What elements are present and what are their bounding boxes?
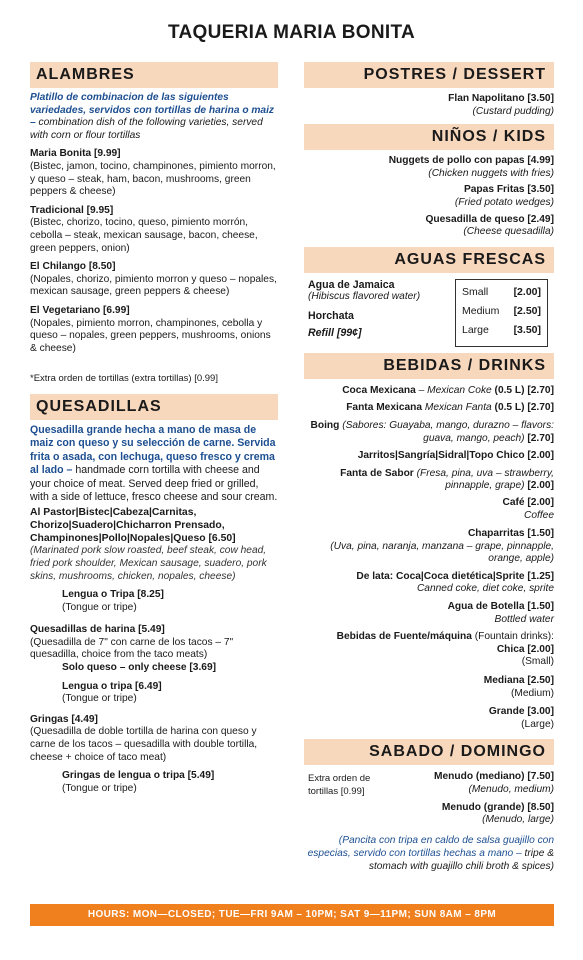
size-price: [2.50] (513, 304, 541, 317)
ninos-header: NIÑOS / KIDS (304, 124, 554, 150)
kids-item-desc: (Chicken nuggets with fries) (428, 167, 554, 179)
hours-banner: HOURS: MON—CLOSED; TUE—FRI 9AM – 10PM; SAT 9—11PM; SUN 8AM – 8PM (30, 904, 554, 926)
drink-chica-desc: (Small) (521, 656, 554, 668)
alambre-item-name: El Vegetariano [6.99] (30, 304, 130, 316)
menudo-grande-item: Menudo (grande) [8.50] (441, 801, 554, 813)
drink-cafe: Café [2.00] (502, 496, 554, 508)
drink-delata: De lata: Coca|Coca dietética|Sprite [1.25] (356, 570, 554, 582)
quesadillas-intro-en: handmade corn tortilla with cheese and your choice of meat. Served deep fried or grilled, with a side of lettuce, fresco cheese and sour cream. (30, 464, 278, 503)
size-price: [3.50] (513, 323, 541, 336)
size-price: [2.00] (513, 285, 541, 298)
kids-item-desc: (Fried potato wedges) (454, 196, 554, 208)
drink-delata-desc: Canned coke, diet coke, sprite (416, 583, 554, 595)
alambre-item (30, 261, 278, 299)
kids-item-name: Nuggets de pollo con papas [4.99] (388, 155, 554, 167)
jamaica-item: Agua de Jamaica (308, 278, 395, 291)
sabado-extra-tortillas: Extra orden de tortillas [0.99] (308, 773, 371, 797)
alambre-item (30, 205, 278, 255)
sabado-section (304, 771, 554, 833)
aguas-section (304, 279, 554, 349)
menudo-mediano-item: Menudo (mediano) [7.50] (434, 771, 554, 783)
alambres-intro-es: Platillo de combinacion de las siguientes variedades, servidos con tortillas de harina o maiz – (30, 92, 275, 129)
pancita-desc: (Pancita con tripa en caldo de salsa guajillo con especias, servido con tortillas hechas a mano – tripe & stomach with guajillo chili broth & spices) (307, 835, 554, 872)
right-column (304, 62, 554, 873)
drink-fuente: Bebidas de Fuente/máquina (Fountain drinks): (336, 631, 554, 643)
drink-jarritos: Jarritos|Sangría|Sidral|Topo Chico [2.00] (357, 450, 554, 462)
gringas-desc: (Quesadilla de doble tortilla de harina con queso y carne de los tacos – quesadilla with double tortilla, cheese + choice of taco meat) (30, 726, 258, 763)
alambre-item-desc: (Nopales, chorizo, pimiento morron y queso – nopales, mexican sausage, green peppers & cheese) (30, 273, 277, 298)
drink-chaparritas: Chaparritas [1.50] (467, 528, 554, 540)
alambre-item-desc: (Nopales, pimiento morron, champinones, cebolla y queso – nopales, green peppers, mushrooms, onions & cheese) (30, 317, 271, 354)
postres-header: POSTRES / DESSERT (304, 62, 554, 88)
drink-boing: Boing (Sabores: Guayaba, mango, durazno – flavors: guava, mango, peach) [2.70] (310, 419, 554, 444)
gringas-lengua-item: Gringas de lengua o tripa [5.49] (62, 770, 215, 782)
drinks-list (304, 385, 554, 732)
harina-item: Quesadillas de harina [5.49] (30, 624, 165, 636)
refill-item: Refill [99¢] (308, 326, 362, 339)
drink-grande-desc: (Large) (521, 718, 554, 730)
alambres-intro-en: combination dish of the following varieties, served with corn or flour tortillas (30, 117, 263, 141)
size-row (462, 283, 541, 302)
alambres-header: ALAMBRES (30, 62, 278, 88)
drink-botella-desc: Bottled water (494, 613, 554, 625)
size-row (462, 321, 541, 340)
gringas-lengua-desc: (Tongue or tripe) (62, 782, 137, 794)
alambre-item (30, 305, 278, 355)
flan-desc: (Custard pudding) (472, 105, 554, 117)
quesadillas-header: QUESADILLAS (30, 394, 278, 420)
flan-item: Flan Napolitano [3.50] (448, 93, 554, 104)
size-label: Large (462, 323, 489, 336)
alambre-item-desc: (Bistec, chorizo, tocino, queso, pimiento morrón, cebolla – steak, mexican sausage, bacon, cheese, green peppers, onion) (30, 217, 258, 254)
extra-tortillas-note: *Extra orden de tortillas (extra tortillas) [0.99] (30, 373, 218, 385)
drink-fanta-sabor: Fanta de Sabor (Fresa, pina, uva – strawberry, pinnapple, grape) [2.00] (340, 467, 554, 492)
alambres-intro (30, 92, 278, 142)
alambre-item-name: Tradicional [9.95] (30, 204, 114, 216)
size-label: Small (462, 285, 489, 298)
aguas-size-table (455, 279, 548, 347)
drink-chaparritas-desc: (Uva, pina, naranja, manzana – grape, pinnapple, orange, apple) (330, 540, 554, 565)
drink-mediana-desc: (Medium) (510, 687, 554, 699)
menudo-mediano-desc: (Menudo, medium) (468, 784, 554, 795)
lengua-tripa-desc: (Tongue or tripe) (62, 601, 137, 613)
drink-coca: Coca Mexicana – Mexican Coke (0.5 L) [2.70] (342, 384, 554, 396)
quesadilla-meats: Al Pastor|Bistec|Cabeza|Carnitas, Chorizo|Suadero|Chicharron Prensado, Champinones|Pollo|Nopales|Queso [6.50] (30, 507, 236, 545)
jamaica-desc: (Hibiscus flavored water) (308, 291, 421, 303)
menu-title: TAQUERIA MARIA BONITA (168, 22, 415, 43)
solo-queso-item: Solo queso – only cheese [3.69] (62, 662, 216, 674)
sabado-header: SABADO / DOMINGO (304, 739, 554, 765)
drink-chica: Chica [2.00] (496, 643, 554, 655)
menudo-grande-desc: (Menudo, large) (482, 814, 554, 826)
bebidas-header: BEBIDAS / DRINKS (304, 353, 554, 379)
kids-item-name: Quesadilla de queso [2.49] (425, 213, 554, 225)
aguas-header: AGUAS FRESCAS (304, 247, 554, 273)
quesadilla-meats-desc: (Marinated pork slow roasted, beef steak, cow head, fried pork shoulder, Mexican sausage, suadero, pork skins, mushrooms, chicken, nopales, cheese) (30, 545, 267, 582)
kids-item-name: Papas Fritas [3.50] (463, 184, 554, 196)
horchata-item: Horchata (308, 309, 354, 322)
gringas-item: Gringas [4.49] (30, 713, 98, 725)
left-column (30, 62, 278, 795)
drink-botella: Agua de Botella [1.50] (447, 601, 554, 613)
drink-grande: Grande [3.00] (488, 706, 554, 718)
quesadillas-intro (30, 424, 278, 504)
lengua-tripa-item: Lengua o Tripa [8.25] (62, 589, 164, 601)
drink-fanta: Fanta Mexicana Mexican Fanta (0.5 L) [2.70] (346, 402, 554, 414)
alambre-item (30, 148, 278, 198)
alambre-item-name: Maria Bonita [9.99] (30, 148, 121, 160)
size-row (462, 302, 541, 321)
lengua-tripa-harina-desc: (Tongue or tripe) (62, 693, 137, 705)
quesadillas-intro-es: Quesadilla grande hecha a mano de masa de maiz con queso y su selección de carne. Servida frita o asada, con lechuga, queso fresco y crema al lado – (30, 423, 276, 477)
drink-mediana: Mediana [2.50] (483, 675, 554, 687)
alambre-item-name: El Chilango [8.50] (30, 261, 116, 273)
drink-cafe-desc: Coffee (523, 509, 554, 521)
harina-desc: (Quesadilla de 7" con carne de los tacos – 7" quesadilla, choice from the taco meats) (30, 636, 234, 661)
alambre-item-desc: (Bistec, jamon, tocino, champinones, pimiento morron, y queso – steak, ham, bacon, mushrooms, green peppers & cheese) (30, 160, 276, 198)
size-label: Medium (462, 304, 500, 317)
kids-item-desc: (Cheese quesadilla) (463, 226, 554, 238)
lengua-tripa-harina-item: Lengua o tripa [6.49] (62, 680, 162, 692)
